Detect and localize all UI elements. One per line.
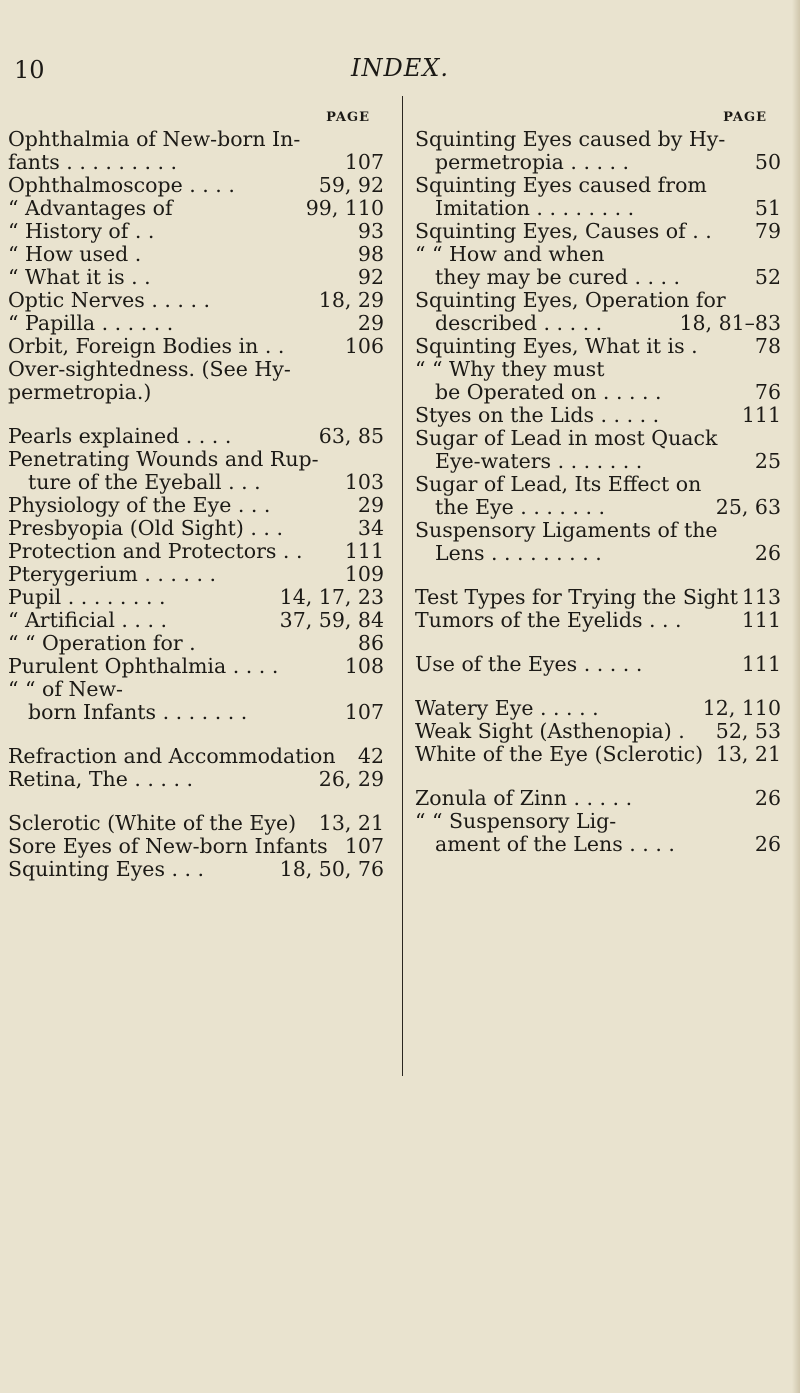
index-entry — [415, 335, 787, 358]
entry-text: Zonula of Zinn . . . . . — [415, 787, 633, 810]
index-column-left — [8, 110, 390, 881]
page-number: 10 — [14, 56, 45, 84]
entry-page-ref: 34 — [357, 517, 384, 540]
entry-page-ref: 29 — [357, 312, 384, 335]
entry-page-ref: 111 — [741, 404, 781, 427]
entry-text: Sclerotic (White of the Eye) — [8, 812, 297, 835]
entry-text: “ Papilla . . . . . . — [8, 312, 174, 335]
entry-text: described . . . . . — [435, 312, 603, 335]
index-entry — [8, 835, 390, 858]
entry-text: Test Types for Trying the Sight — [415, 586, 738, 609]
index-entry — [415, 404, 787, 427]
entry-text: Pearls explained . . . . — [8, 425, 232, 448]
index-entry — [415, 151, 787, 174]
entry-page-ref: 51 — [754, 197, 781, 220]
entry-page-ref: 42 — [357, 745, 384, 768]
index-entry — [8, 174, 390, 197]
index-entry — [415, 720, 787, 743]
entry-gap — [8, 724, 390, 745]
index-entry — [8, 448, 390, 471]
entry-page-ref: 107 — [344, 835, 384, 858]
index-entry — [8, 151, 390, 174]
entry-text: Squinting Eyes, Causes of . . — [415, 220, 712, 243]
index-entry — [415, 743, 787, 766]
index-entry — [8, 678, 390, 701]
entry-page-ref: 92 — [357, 266, 384, 289]
entry-page-ref: 25 — [754, 450, 781, 473]
entry-gap — [415, 766, 787, 787]
entry-text: the Eye . . . . . . . — [435, 496, 605, 519]
entry-text: Imitation . . . . . . . . — [435, 197, 635, 220]
entry-text: Refraction and Accommodation — [8, 745, 336, 768]
entry-page-ref: 18, 29 — [318, 289, 384, 312]
entry-page-ref: 52 — [754, 266, 781, 289]
index-entry — [8, 128, 390, 151]
entry-text: “ “ Why they must — [415, 358, 605, 381]
index-entry — [415, 653, 787, 676]
entry-page-ref: 14, 17, 23 — [279, 586, 384, 609]
index-entry — [415, 609, 787, 632]
entry-text: “ Advantages of — [8, 197, 173, 220]
entry-text: Sore Eyes of New-born Infants — [8, 835, 328, 858]
index-entry — [415, 197, 787, 220]
entry-text: Protection and Protectors . . — [8, 540, 303, 563]
entry-page-ref: 103 — [344, 471, 384, 494]
index-entry — [415, 473, 787, 496]
index-entry — [8, 220, 390, 243]
entry-gap — [8, 404, 390, 425]
entry-page-ref: 26 — [754, 787, 781, 810]
entry-text: Tumors of the Eyelids . . . — [415, 609, 682, 632]
entry-text: Pterygerium . . . . . . — [8, 563, 216, 586]
entry-text: “ “ Suspensory Lig- — [415, 810, 617, 833]
entry-text: Squinting Eyes, Operation for — [415, 289, 726, 312]
index-entry — [415, 128, 787, 151]
entry-page-ref: 108 — [344, 655, 384, 678]
entry-page-ref: 63, 85 — [318, 425, 384, 448]
entry-page-ref: 107 — [344, 151, 384, 174]
entry-text: Lens . . . . . . . . . — [435, 542, 602, 565]
entry-page-ref: 13, 21 — [318, 812, 384, 835]
entry-text: “ How used . — [8, 243, 142, 266]
entry-text: Physiology of the Eye . . . — [8, 494, 271, 517]
entry-page-ref: 29 — [357, 494, 384, 517]
index-entry — [8, 517, 390, 540]
entry-text: White of the Eye (Sclerotic) — [415, 743, 704, 766]
index-entry — [415, 496, 787, 519]
entry-text: Squinting Eyes caused from — [415, 174, 707, 197]
entry-page-ref: 50 — [754, 151, 781, 174]
entry-page-ref: 76 — [754, 381, 781, 404]
entry-text: ament of the Lens . . . . — [435, 833, 675, 856]
entry-text: Squinting Eyes, What it is . — [415, 335, 698, 358]
entry-text: Ophthalmia of New-born In- — [8, 128, 301, 151]
entry-page-ref: 106 — [344, 335, 384, 358]
running-head: INDEX. — [351, 54, 449, 82]
entry-page-ref: 109 — [344, 563, 384, 586]
entry-page-ref: 113 — [741, 586, 781, 609]
entry-page-ref: 26 — [754, 833, 781, 856]
index-entries — [8, 128, 390, 881]
index-entry — [415, 450, 787, 473]
index-entry — [415, 519, 787, 542]
entry-text: Purulent Ophthalmia . . . . — [8, 655, 279, 678]
entry-text: Sugar of Lead, Its Effect on — [415, 473, 702, 496]
entry-text: “ “ How and when — [415, 243, 605, 266]
entry-text: “ “ of New- — [8, 678, 123, 701]
entry-page-ref: 99, 110 — [305, 197, 384, 220]
entry-text: “ “ Operation for . — [8, 632, 196, 655]
entry-text: born Infants . . . . . . . — [28, 701, 248, 724]
index-entry — [8, 701, 390, 724]
index-entry — [415, 586, 787, 609]
entry-page-ref: 79 — [754, 220, 781, 243]
index-entry — [415, 312, 787, 335]
entry-page-ref: 18, 50, 76 — [279, 858, 384, 881]
index-column-right — [415, 110, 787, 856]
entry-text: Weak Sight (Asthenopia) . — [415, 720, 685, 743]
column-header: PAGE — [723, 110, 767, 125]
index-entry — [415, 220, 787, 243]
index-entry — [415, 358, 787, 381]
index-entry — [8, 540, 390, 563]
entry-page-ref: 107 — [344, 701, 384, 724]
index-entry — [8, 563, 390, 586]
index-entry — [8, 425, 390, 448]
index-entry — [415, 787, 787, 810]
index-entry — [8, 632, 390, 655]
entry-gap — [415, 676, 787, 697]
index-entry — [8, 197, 390, 220]
index-entry — [8, 858, 390, 881]
index-entry — [8, 655, 390, 678]
index-entry — [415, 427, 787, 450]
index-entry — [8, 335, 390, 358]
entry-page-ref: 18, 81–83 — [679, 312, 781, 335]
entry-text: “ What it is . . — [8, 266, 151, 289]
entry-page-ref: 26, 29 — [318, 768, 384, 791]
index-entry — [8, 494, 390, 517]
index-entry — [415, 243, 787, 266]
index-entry — [8, 266, 390, 289]
entry-text: Watery Eye . . . . . — [415, 697, 599, 720]
index-entry — [8, 586, 390, 609]
entry-page-ref: 26 — [754, 542, 781, 565]
entry-page-ref: 13, 21 — [715, 743, 781, 766]
entry-page-ref: 25, 63 — [715, 496, 781, 519]
index-entry — [415, 697, 787, 720]
entry-text: Presbyopia (Old Sight) . . . — [8, 517, 283, 540]
entry-gap — [8, 791, 390, 812]
entry-text: permetropia.) — [8, 381, 152, 404]
entry-text: Styes on the Lids . . . . . — [415, 404, 660, 427]
entry-text: permetropia . . . . . — [435, 151, 630, 174]
index-entry — [8, 768, 390, 791]
index-entry — [415, 174, 787, 197]
entry-text: Ophthalmoscope . . . . — [8, 174, 235, 197]
entry-text: “ Artificial . . . . — [8, 609, 168, 632]
index-entries — [415, 128, 787, 856]
entry-page-ref: 98 — [357, 243, 384, 266]
entry-text: fants . . . . . . . . . — [8, 151, 178, 174]
entry-text: Penetrating Wounds and Rup- — [8, 448, 319, 471]
entry-page-ref: 111 — [741, 609, 781, 632]
entry-page-ref: 52, 53 — [715, 720, 781, 743]
index-entry — [8, 745, 390, 768]
index-entry — [8, 812, 390, 835]
index-entry — [415, 810, 787, 833]
index-entry — [415, 289, 787, 312]
entry-gap — [415, 565, 787, 586]
entry-text: ture of the Eyeball . . . — [28, 471, 261, 494]
index-entry — [8, 312, 390, 335]
entry-page-ref: 111 — [344, 540, 384, 563]
entry-text: Suspensory Ligaments of the — [415, 519, 718, 542]
entry-page-ref: 59, 92 — [318, 174, 384, 197]
entry-text: Optic Nerves . . . . . — [8, 289, 210, 312]
index-entry — [8, 243, 390, 266]
index-entry — [415, 266, 787, 289]
index-entry — [415, 381, 787, 404]
entry-page-ref: 37, 59, 84 — [279, 609, 384, 632]
entry-text: Eye-waters . . . . . . . — [435, 450, 643, 473]
index-entry — [8, 609, 390, 632]
index-entry — [8, 471, 390, 494]
entry-page-ref: 86 — [357, 632, 384, 655]
entry-text: Use of the Eyes . . . . . — [415, 653, 643, 676]
entry-page-ref: 12, 110 — [702, 697, 781, 720]
column-divider — [402, 96, 403, 1076]
index-entry — [415, 542, 787, 565]
entry-page-ref: 78 — [754, 335, 781, 358]
page-edge — [792, 0, 800, 1393]
entry-text: Sugar of Lead in most Quack — [415, 427, 718, 450]
entry-text: Over-sightedness. (See Hy- — [8, 358, 291, 381]
entry-text: “ History of . . — [8, 220, 155, 243]
entry-text: be Operated on . . . . . — [435, 381, 662, 404]
entry-text: they may be cured . . . . — [435, 266, 681, 289]
entry-page-ref: 111 — [741, 653, 781, 676]
column-header: PAGE — [326, 110, 370, 125]
entry-text: Squinting Eyes caused by Hy- — [415, 128, 726, 151]
index-entry — [8, 358, 390, 381]
entry-gap — [415, 632, 787, 653]
index-entry — [415, 833, 787, 856]
entry-text: Retina, The . . . . . — [8, 768, 193, 791]
entry-text: Pupil . . . . . . . . — [8, 586, 166, 609]
index-entry — [8, 289, 390, 312]
entry-text: Squinting Eyes . . . — [8, 858, 205, 881]
entry-page-ref: 93 — [357, 220, 384, 243]
entry-text: Orbit, Foreign Bodies in . . — [8, 335, 285, 358]
index-entry — [8, 381, 390, 404]
